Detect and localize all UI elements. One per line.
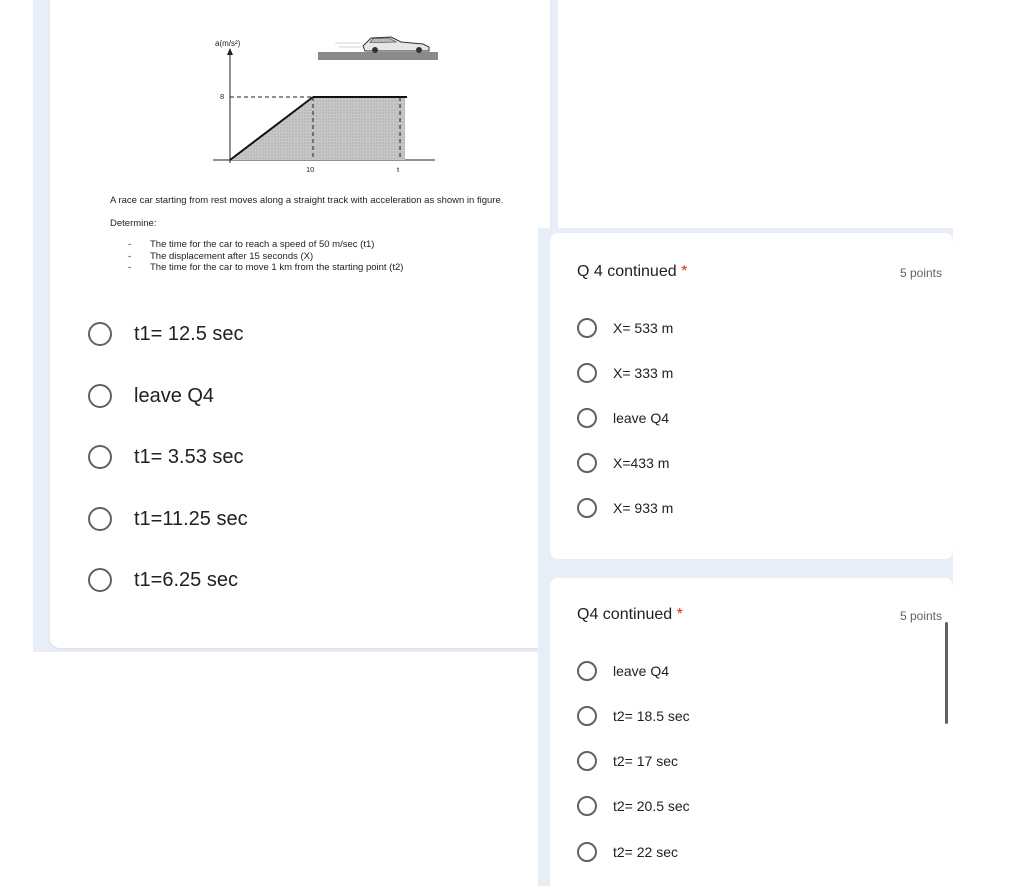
points-label: 5 points [899, 609, 942, 623]
option-label: leave Q4 [613, 663, 670, 679]
radio-circle[interactable] [577, 408, 597, 428]
option-label: leave Q4 [134, 384, 215, 407]
option-label: t1= 12.5 sec [134, 322, 244, 345]
option-t1-3-53[interactable] [88, 440, 244, 474]
radio-circle[interactable] [577, 498, 597, 518]
radio-circle[interactable] [577, 842, 597, 862]
determine-list [128, 239, 590, 274]
required-marker: * [676, 606, 683, 623]
y-axis-label: a(m/s²) [215, 39, 241, 48]
option-leave-q4[interactable] [88, 379, 214, 413]
radio-circle[interactable] [577, 363, 597, 383]
option-label: t1=11.25 sec [134, 507, 248, 530]
option-label: X= 333 m [613, 365, 674, 381]
radio-circle[interactable] [88, 445, 112, 469]
acceleration-figure [205, 28, 445, 178]
radio-circle[interactable] [88, 568, 112, 592]
radio-circle[interactable] [88, 322, 112, 346]
option-label: X= 533 m [613, 320, 674, 336]
radio-circle[interactable] [88, 507, 112, 531]
option-label: t1= 3.53 sec [134, 445, 244, 468]
option-label: t2= 18.5 sec [613, 708, 690, 724]
determine-label: Determine: [110, 218, 157, 229]
shaded-area [230, 97, 405, 160]
radio-circle[interactable] [577, 751, 597, 771]
option-t2-18-5[interactable] [577, 704, 690, 728]
radio-circle[interactable] [577, 706, 597, 726]
x-tick-10: 10 [306, 165, 315, 174]
option-x-433[interactable] [577, 451, 669, 475]
radio-circle[interactable] [88, 384, 112, 408]
option-x-333[interactable] [577, 361, 673, 385]
option-t2-17[interactable] [577, 749, 678, 773]
option-label: t2= 17 sec [613, 753, 678, 769]
problem-text: A race car starting from rest moves along a straight track with acceleration as shown in figure. [110, 195, 504, 206]
scrollbar[interactable] [945, 622, 948, 724]
question-card-q4-continued-x [550, 233, 953, 559]
option-t2-22[interactable] [577, 840, 678, 864]
option-x-933[interactable] [577, 496, 673, 520]
x-tick-t: t [397, 165, 400, 174]
radio-circle[interactable] [577, 796, 597, 816]
y-tick-8: 8 [220, 92, 225, 101]
radio-circle[interactable] [577, 453, 597, 473]
option-leave-q4[interactable] [577, 659, 669, 683]
race-car-icon [318, 37, 438, 60]
option-label: X=433 m [613, 455, 670, 471]
question-title: Q 4 continued * [577, 263, 688, 280]
question-card-q4-continued-t2 [550, 578, 953, 886]
list-item: - The time for the car to reach a speed of 50 m/sec (t1) [128, 239, 375, 250]
option-t2-20-5[interactable] [577, 794, 690, 818]
option-label: t2= 22 sec [613, 844, 678, 860]
radio-circle[interactable] [577, 318, 597, 338]
option-x-533[interactable] [577, 316, 673, 340]
question-title: Q4 continued * [577, 606, 683, 623]
option-label: X= 933 m [613, 500, 674, 516]
option-label: t1=6.25 sec [134, 568, 238, 591]
list-item: - The displacement after 15 seconds (X) [128, 250, 314, 262]
required-marker: * [681, 263, 688, 280]
option-t1-6-25[interactable] [88, 563, 238, 597]
problem-statement [110, 195, 590, 274]
option-t1-12-5[interactable] [88, 317, 244, 351]
points-label: 5 points [899, 266, 942, 280]
option-label: t2= 20.5 sec [613, 798, 690, 814]
option-t1-11-25[interactable] [88, 502, 248, 536]
radio-circle[interactable] [577, 661, 597, 681]
option-leave-q4[interactable] [577, 406, 669, 430]
y-axis-arrow [227, 48, 233, 55]
list-item: - The time for the car to move 1 km from the starting point (t2) [128, 262, 404, 273]
option-label: leave Q4 [613, 410, 670, 426]
